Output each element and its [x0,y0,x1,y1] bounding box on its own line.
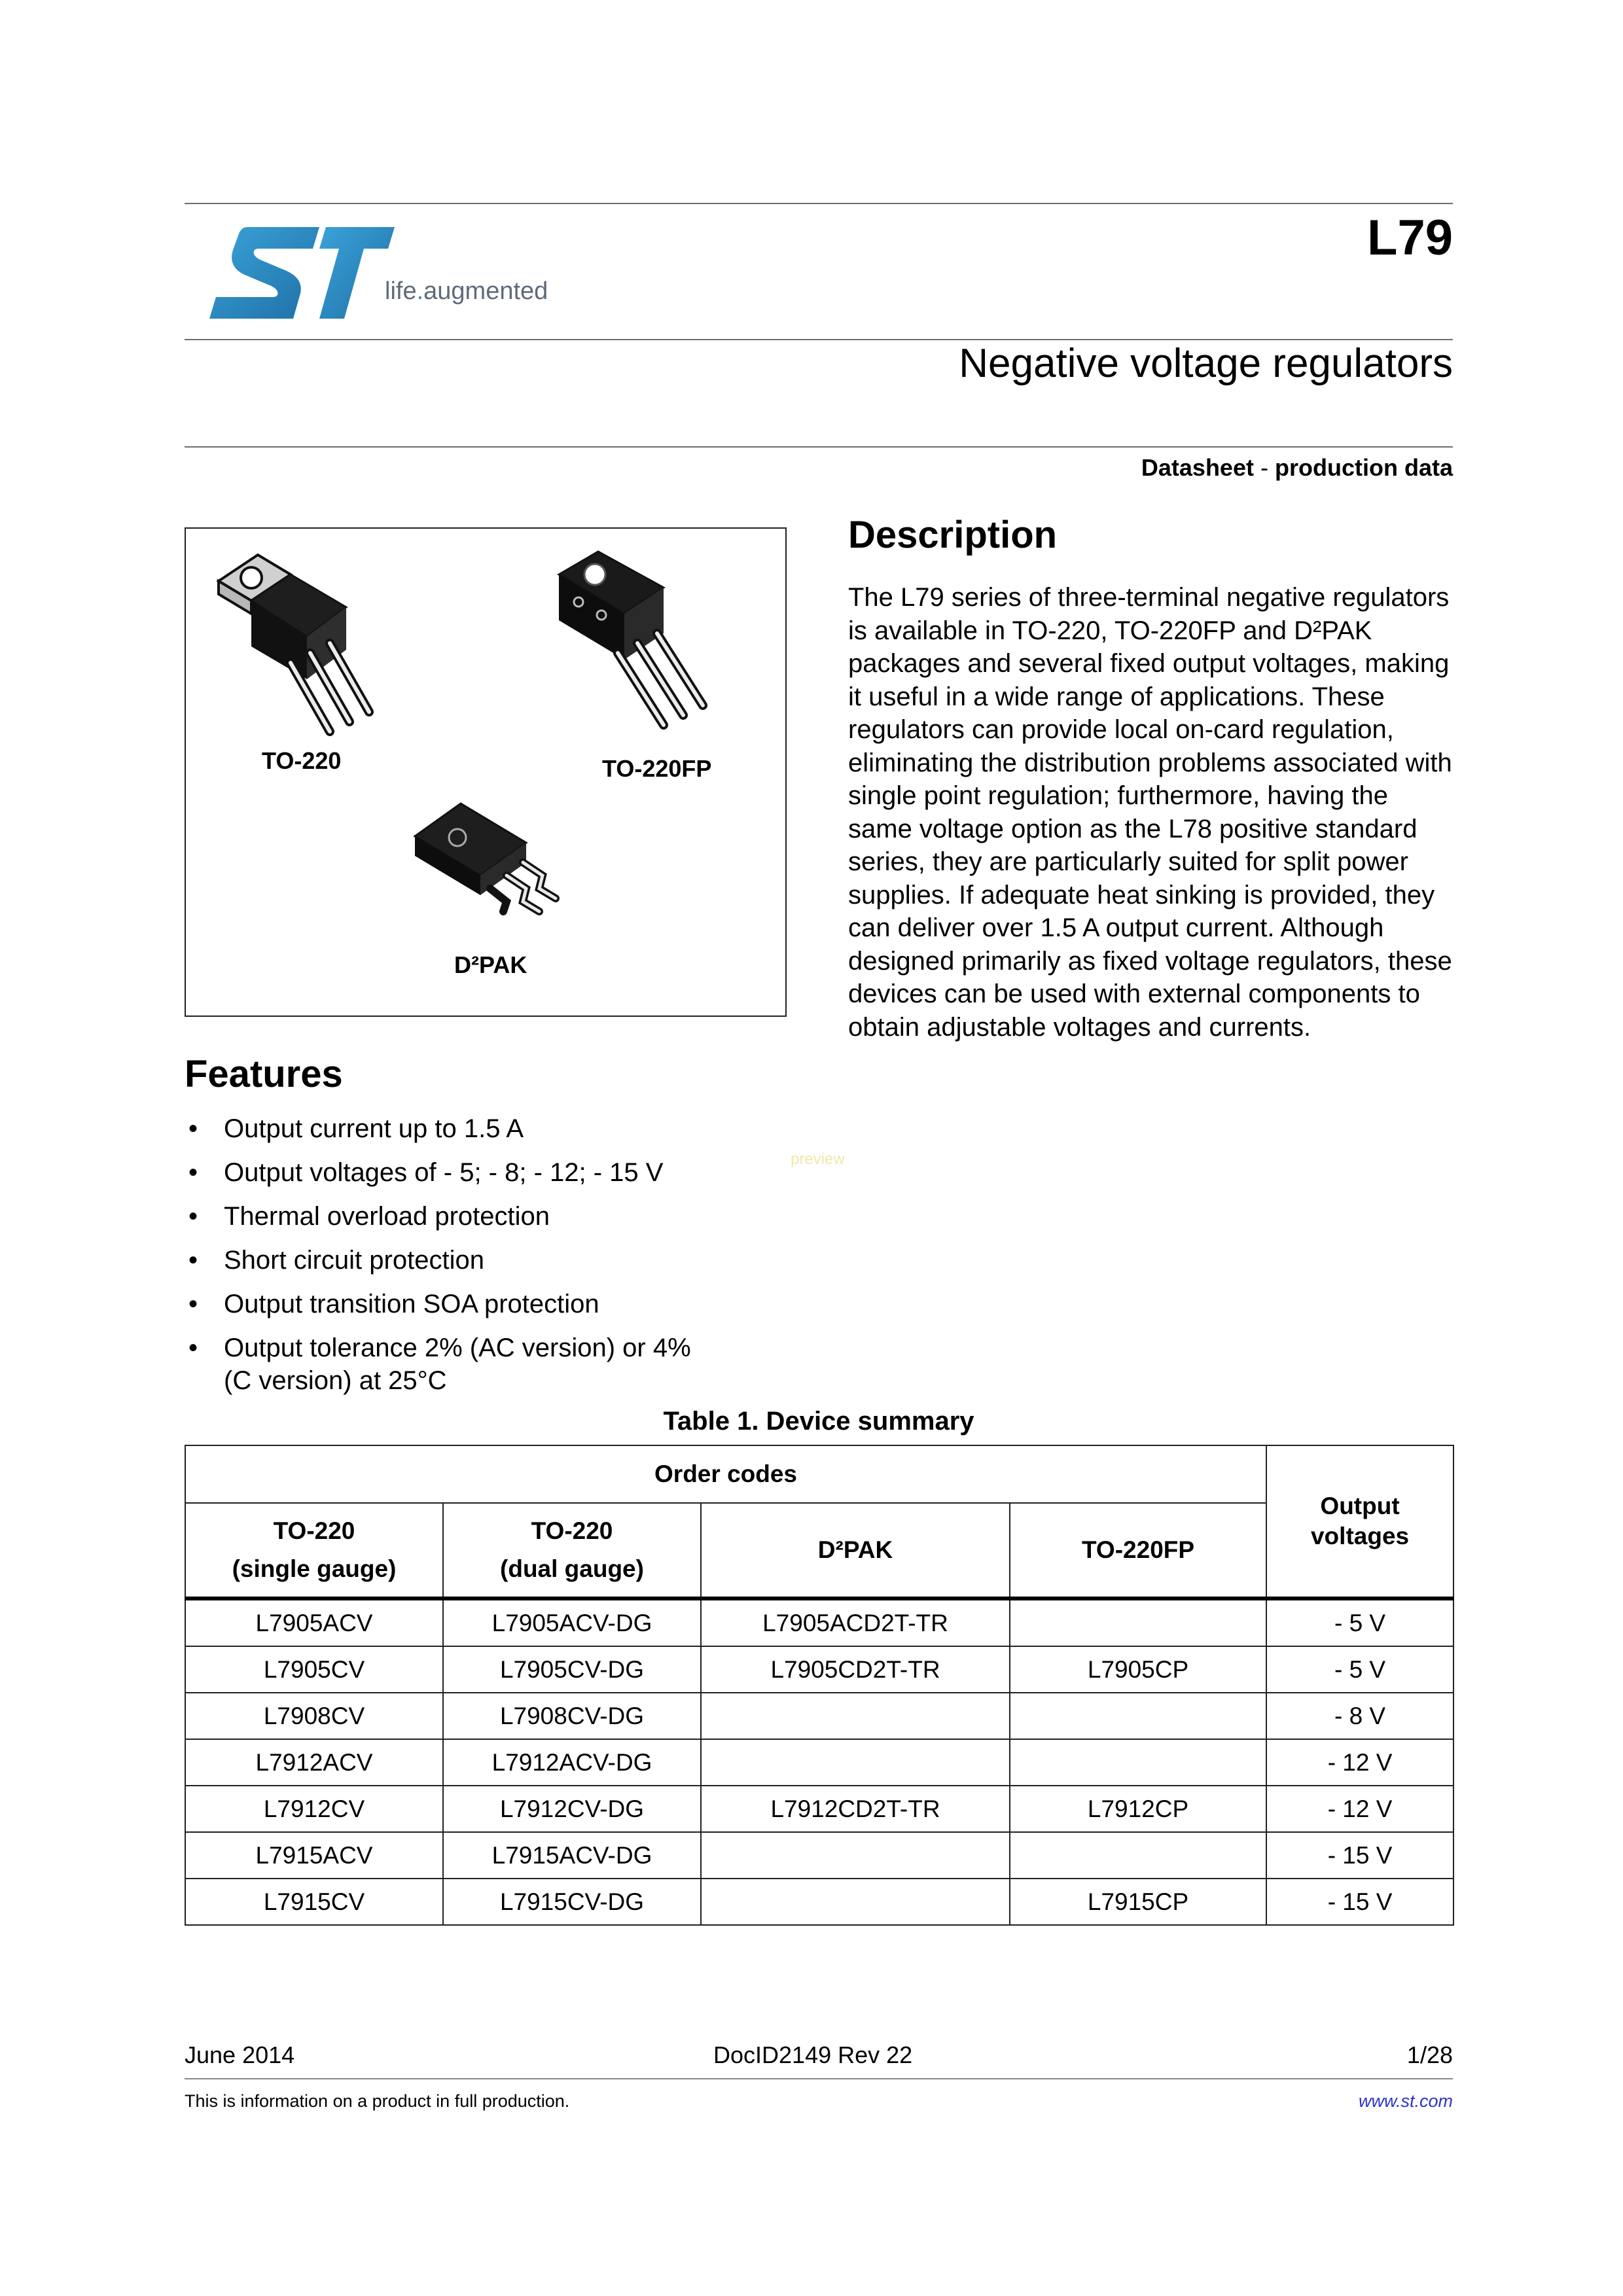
status-value: production data [1275,454,1453,481]
table-cell: L7912CV [185,1786,443,1832]
table-row [185,1598,1454,1646]
table-cell: L7912CV-DG [443,1786,701,1832]
device-summary-table [185,1445,1454,1926]
output-voltages-header: Output voltages [1266,1445,1454,1598]
table-cell: - 5 V [1266,1646,1454,1693]
top-rule [185,203,1453,204]
package-figure [185,527,787,1017]
production-note: This is information on a product in full production. [185,2091,570,2111]
table-cell: - 12 V [1266,1786,1454,1832]
to220fp-label: TO-220FP [602,755,712,782]
footer-page-number: 1/28 [1406,2041,1453,2068]
table-row [185,1879,1454,1925]
table-cell [1010,1739,1266,1786]
table-cell: L7905CP [1010,1646,1266,1693]
description-heading: Description [848,514,1058,556]
document-title: L79 [1367,210,1453,266]
table-cell [701,1693,1010,1739]
feature-item: • Output tolerance 2% (AC version) or 4% (C version) at 25°C [185,1332,721,1397]
table-cell: L7905ACV [185,1598,443,1646]
table-cell: - 15 V [1266,1832,1454,1879]
footer-doc-id: DocID2149 Rev 22 [713,2041,913,2068]
table-cell: L7908CV [185,1693,443,1739]
subtitle-rule [185,446,1453,448]
table-cell: L7912ACV [185,1739,443,1786]
to220fp-package-image [552,548,762,745]
table-row [185,1646,1454,1693]
column-header: TO-220FP [1010,1503,1266,1598]
st-logo [208,224,601,322]
faint-watermark-text: preview [791,1150,845,1168]
status-separator: - [1260,454,1268,481]
table-cell: L7915CP [1010,1879,1266,1925]
table-cell [701,1739,1010,1786]
column-header: D²PAK [701,1503,1010,1598]
feature-item: • Output transition SOA protection [185,1288,774,1320]
features-list [185,1112,774,1408]
feature-item: • Thermal overload protection [185,1200,774,1233]
table-cell: L7905ACV-DG [443,1598,701,1646]
table-cell: L7905CV-DG [443,1646,701,1693]
table-cell: - 12 V [1266,1739,1454,1786]
table-cell: L7908CV-DG [443,1693,701,1739]
feature-item: • Output current up to 1.5 A [185,1112,774,1145]
table-cell [701,1832,1010,1879]
d2pak-label: D²PAK [454,951,527,978]
table-cell [1010,1693,1266,1739]
to220-package-image [205,542,415,751]
table-cell: - 5 V [1266,1598,1454,1646]
table-cell: L7915ACV-DG [443,1832,701,1879]
table-cell [1010,1832,1266,1879]
table-cell: L7915CV-DG [443,1879,701,1925]
column-header: TO-220 (dual gauge) [443,1503,701,1598]
table-row [185,1832,1454,1879]
column-header: TO-220 (single gauge) [185,1503,443,1598]
feature-item: • Output voltages of - 5; - 8; - 12; - 15 V [185,1156,774,1189]
table-row [185,1786,1454,1832]
description-text: The L79 series of three-terminal negative regulators is available in TO-220, TO-220FP and D²PAK packages and several fixed output voltages, making it useful in a wide range of applications. These regulators can provide local on-card regulation, eliminating the distribution problems associated with single point regulation; furthermore, having the same voltage option as the L78 positive standard series, they are particularly suited for split power supplies. If adequate heat sinking is provided, they can deliver over 1.5 A output current. Although designed primarily as fixed voltage regulators, these devices can be used with external components to obtain adjustable voltages and currents. [848,583,1452,1042]
table-cell: L7912ACV-DG [443,1739,701,1786]
table-cell: L7915ACV [185,1832,443,1879]
table-cell: L7912CD2T-TR [701,1786,1010,1832]
features-heading: Features [185,1053,343,1095]
table-row [185,1739,1454,1786]
to220-label: TO-220 [262,747,342,774]
table-cell: - 15 V [1266,1879,1454,1925]
d2pak-package-image [408,797,565,928]
table-cell [1010,1598,1266,1646]
svg-text:life.augmented: life.augmented [385,277,548,305]
table-cell: - 8 V [1266,1693,1454,1739]
table-cell: L7905CV [185,1646,443,1693]
table-cell [701,1879,1010,1925]
document-subtitle: Negative voltage regulators [959,341,1453,386]
table-cell: L7915CV [185,1879,443,1925]
footer-rule [185,2078,1453,2079]
table-cell: L7905ACD2T-TR [701,1598,1010,1646]
table-cell: L7905CD2T-TR [701,1646,1010,1693]
order-codes-header: Order codes [185,1445,1266,1503]
table-cell: L7912CP [1010,1786,1266,1832]
feature-item: • Short circuit protection [185,1244,774,1277]
datasheet-status [1141,454,1453,482]
website-link[interactable]: www.st.com [1358,2091,1453,2111]
footer-date: June 2014 [185,2041,295,2068]
status-label: Datasheet [1141,454,1254,481]
table-row [185,1693,1454,1739]
table-caption: Table 1. Device summary [663,1407,974,1436]
